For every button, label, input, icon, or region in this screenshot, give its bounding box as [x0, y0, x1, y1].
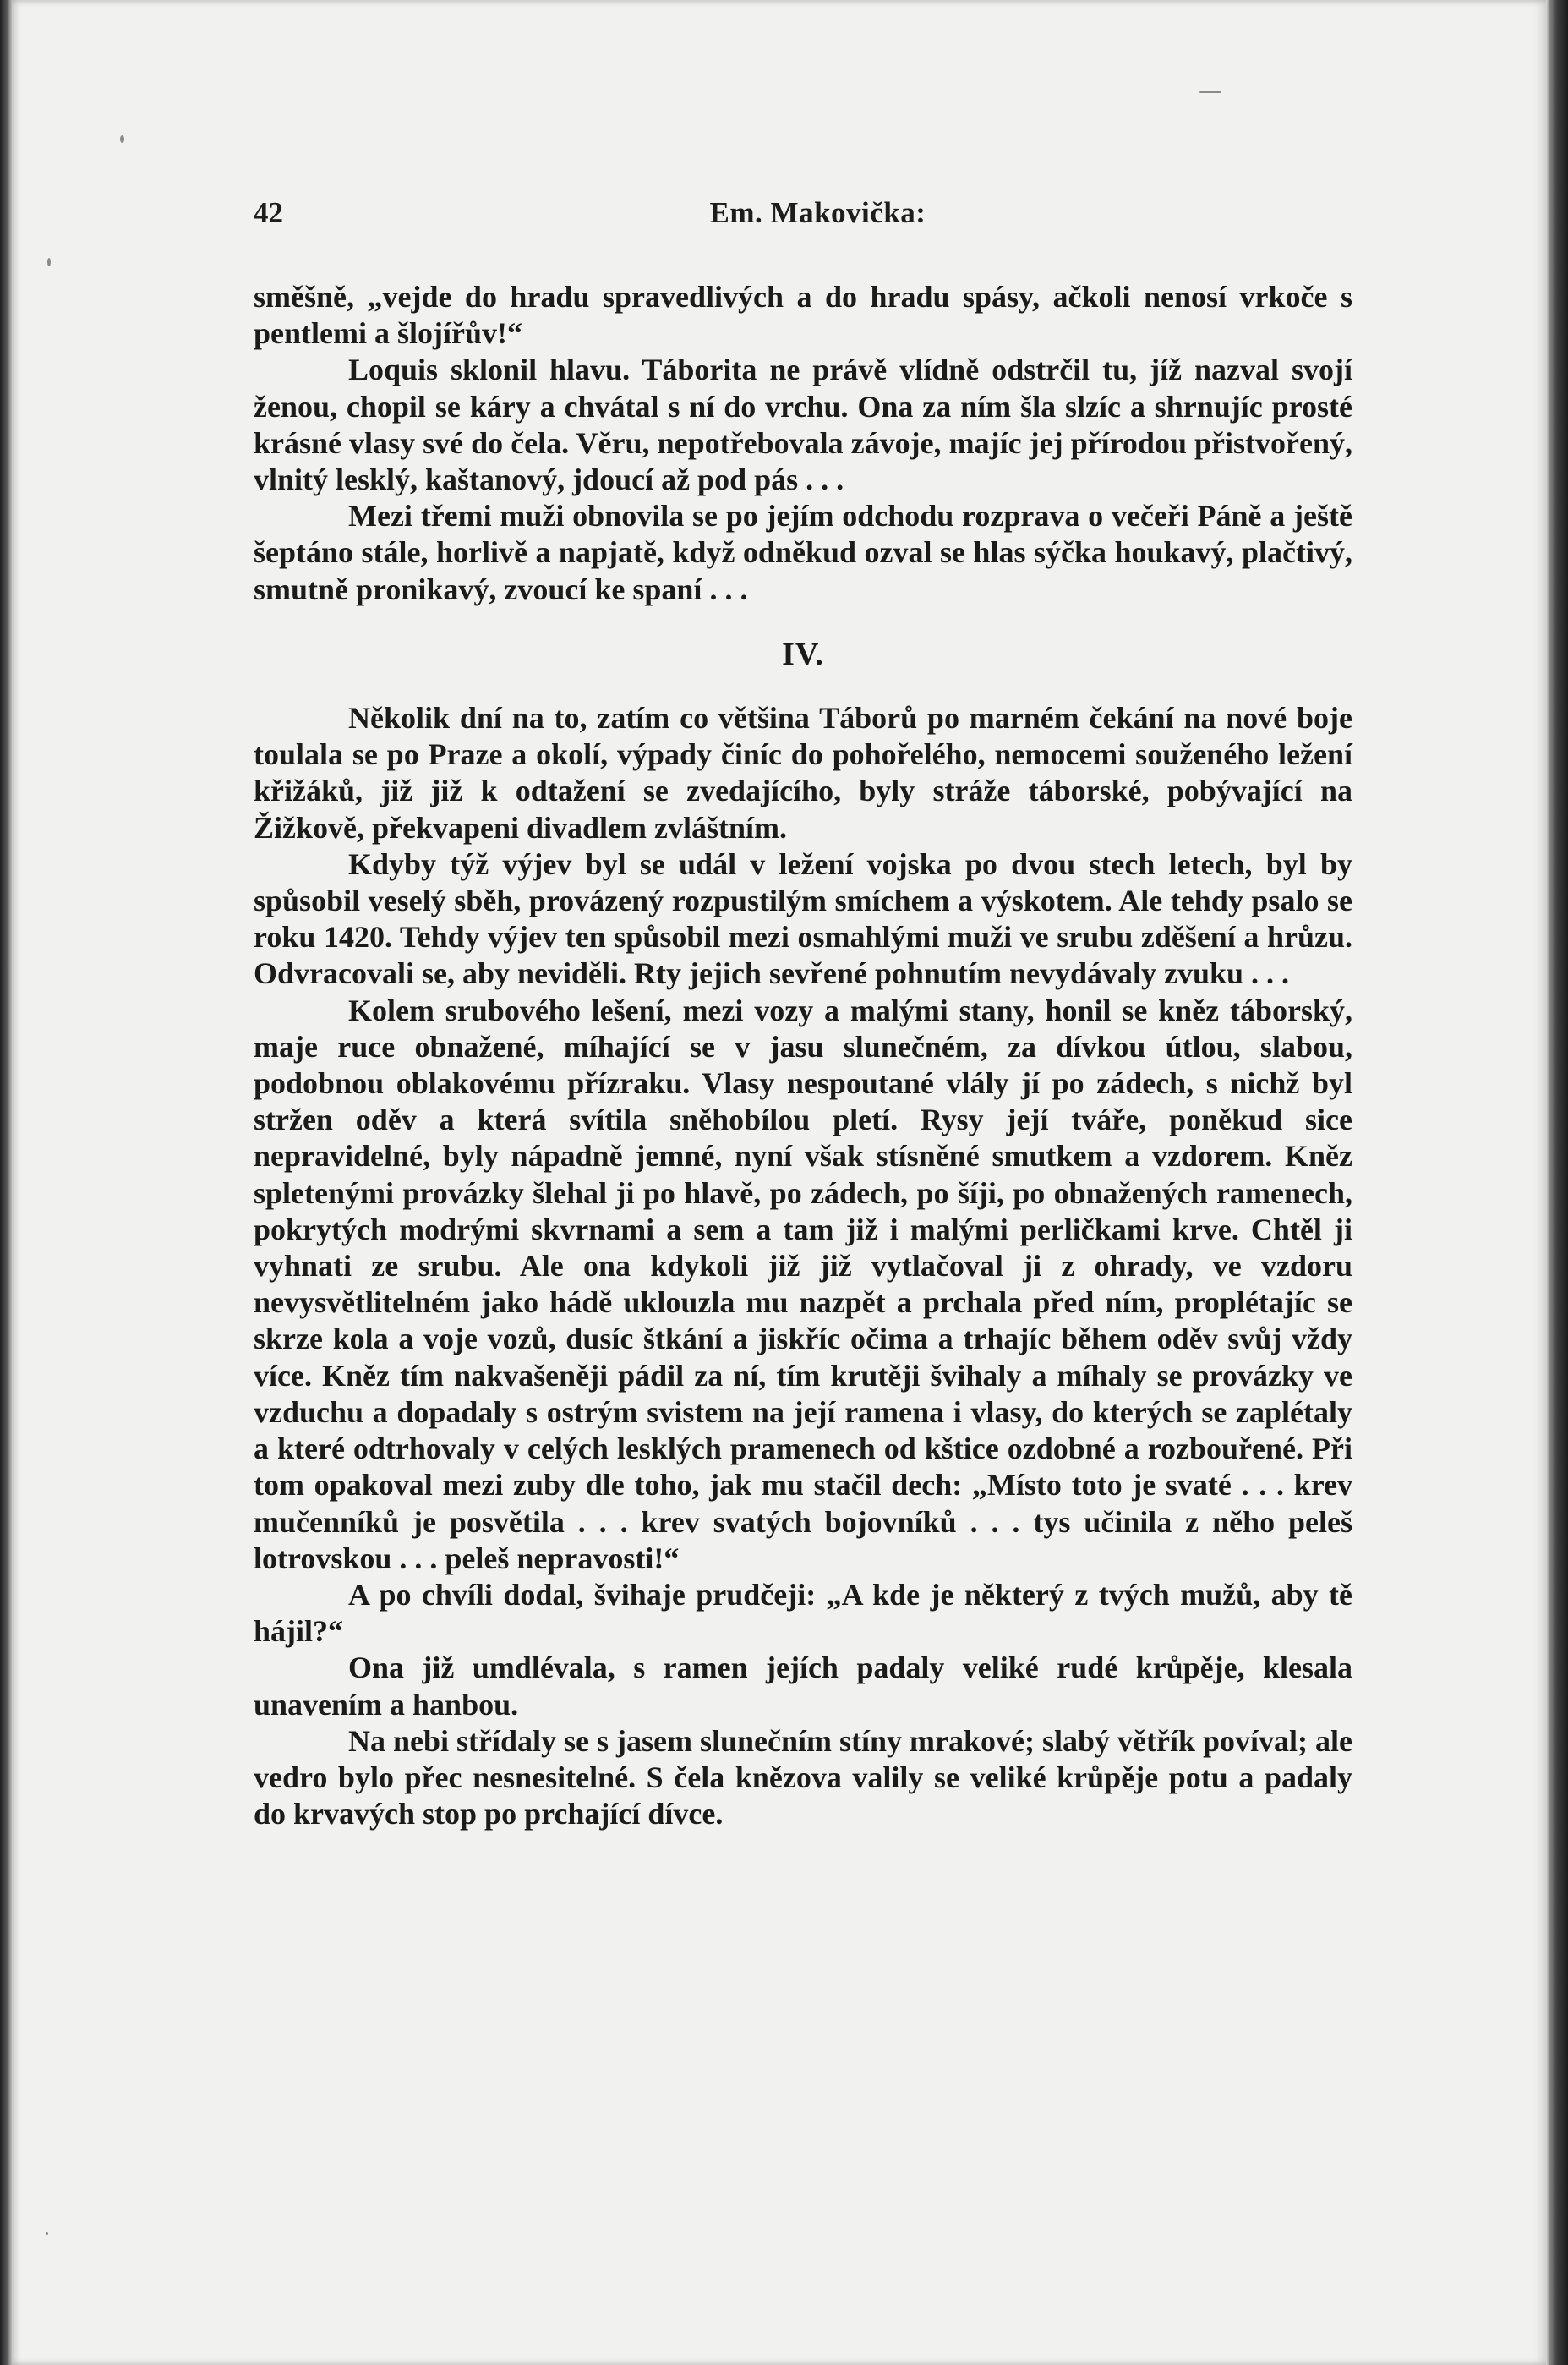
- paper-speck: [120, 135, 124, 143]
- running-head: Em. Makovička:: [709, 196, 926, 229]
- paragraph: Loquis sklonil hlavu. Táborita ne právě vlídně odstrčil tu, jíž nazval svojí ženou, chopil se káry a chvátal s ní do vrchu. Ona za ním šla slzíc a shrnujíc prosté krásné vlasy své do čela. Věru, nepotřebovala závoje, majíc jej přírodou přistvořený, vlnitý lesklý, kaštanový, jdoucí až pod pás . . .: [254, 353, 1352, 497]
- paragraph: Ona již umdlévala, s ramen jejích padaly veliké rudé krůpěje, klesala unavením a hanbou.: [254, 1651, 1352, 1722]
- paragraph: Kdyby týž výjev byl se udál v ležení vojska po dvou stech letech, byl by spůsobil veselý sběh, provázený rozpustilým smíchem a výskotem. Ale tehdy psalo se roku 1420. Tehdy výjev ten spůsobil mezi osmahlými muži ve srubu zděšení a hrůzu. Odvracovali se, aby neviděli. Rty jejich sevřené pohnutím nevydávaly zvuku . . .: [254, 846, 1352, 991]
- page-header: [254, 196, 1382, 238]
- paragraph: směšně, „vejde do hradu spravedlivých a do hradu spásy, ačkoli nenosí vrkoče s pentlemi a šlojířův!“: [254, 280, 1352, 351]
- paper-speck: [46, 2232, 48, 2235]
- body-text: [254, 279, 1352, 1832]
- section-heading: IV.: [782, 636, 824, 672]
- page-number: 42: [254, 196, 283, 229]
- paragraph: Mezi třemi muži obnovila se po jejím odchodu rozprava o večeři Páně a ještě šeptáno stále, horlivě a napjatě, když odněkud ozval se hlas sýčka houkavý, plačtivý, smutně pronikavý, zvoucí ke spaní . . .: [254, 499, 1352, 606]
- scan-left-edge: [0, 0, 12, 2365]
- paper-speck: [1199, 91, 1221, 93]
- paragraph: Na nebi střídaly se s jasem slunečním stíny mrakové; slabý větřík povíval; ale vedro bylo přec nesnesitelné. S čela knězova valily se veliké krůpěje potu a padaly do krvavých stop po prchající dívce.: [254, 1723, 1352, 1831]
- scan-right-edge: [1546, 0, 1568, 2365]
- paragraph: Několik dní na to, zatím co většina Táborů po marném čekání na nové boje toulala se po Praze a okolí, výpady činíc do pohořelého, nemocemi souženého ležení křižáků, již již k odtažení se zvedajícího, byly stráže táborské, pobývající na Žižkově, překvapeni divadlem zvláštním.: [254, 701, 1352, 845]
- paper-speck: [47, 258, 51, 266]
- paragraph: A po chvíli dodal, švihaje prudčeji: „A kde je některý z tvých mužů, aby tě hájil?“: [254, 1577, 1352, 1649]
- paragraph: Kolem srubového lešení, mezi vozy a malými stany, honil se kněz táborský, maje ruce obnažené, míhající se v jasu slunečném, za dívkou útlou, slabou, podobnou oblakovému přízraku. Vlasy nespoutané vlály jí po zádech, s nichž byl stržen oděv a která svítila sněhobílou pletí. Rysy její tváře, poněkud sice nepravidelné, byly nápadně jemné, nyní však stísněné smutkem a vzdorem. Kněz spletenými provázky šlehal ji po hlavě, po zádech, po šíji, po obnažených ramenech, pokrytých modrými skvrnami a sem a tam již i malými perličkami krve. Chtěl ji vyhnati ze srubu. Ale ona kdykoli již již vytlačoval ji z ohrady, ve vzdoru nevysvětlitelném jako hádě uklouzla mu nazpět a prchala před ním, proplétajíc se skrze kola a voje vozů, dusíc štkání a jiskříc očima a trhajíc během oděv svůj vždy více. Kněz tím nakvašeněji pádil za ní, tím krutěji švihaly a míhaly se provázky ve vzduchu a dopadaly s ostrým svistem na její ramena i vlasy, do kterých se zaplétaly a které odtrhovaly v celých lesklých pramenech od kštice ozdobné a rozbouřené. Při tom opakoval mezi zuby dle toho, jak mu stačil dech: „Místo toto je svaté . . . krev mučenníků je posvětila . . . krev svatých bojovníků . . . tys učinila z něho peleš lotrovskou . . . peleš nepravosti!“: [254, 993, 1352, 1575]
